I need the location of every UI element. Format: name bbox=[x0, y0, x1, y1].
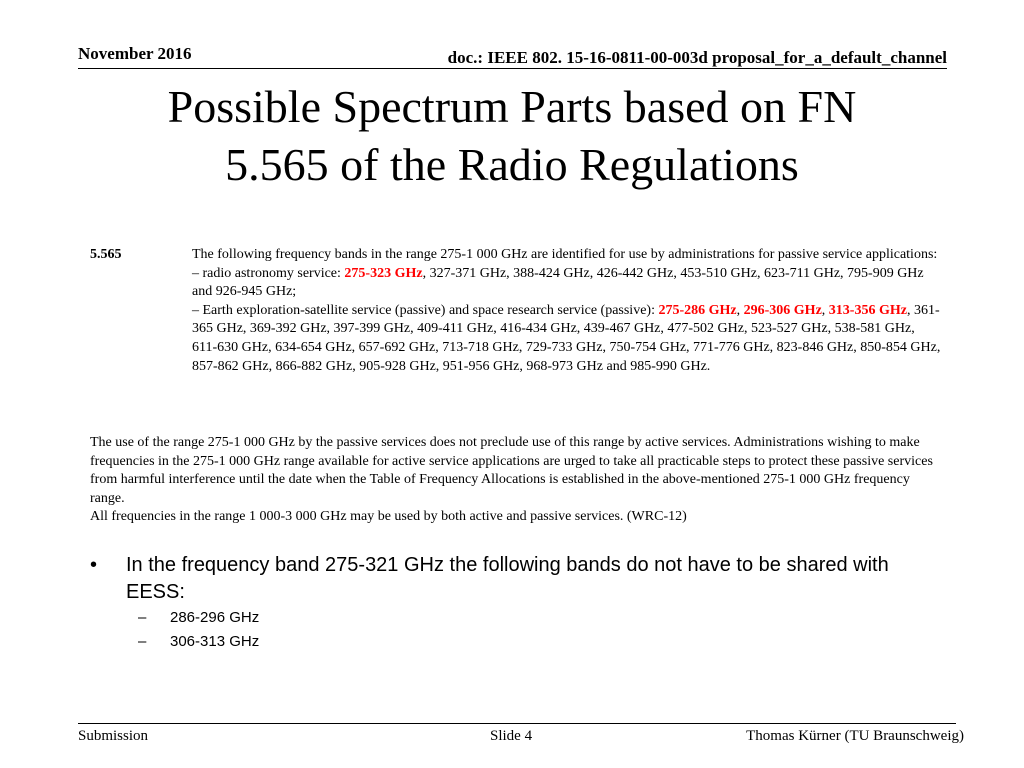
ra-prefix: – radio astronomy service: bbox=[192, 265, 345, 281]
bullet-item bbox=[90, 552, 940, 606]
ees-prefix: – Earth exploration-satellite service (passive) and space research service (passive): bbox=[192, 302, 659, 318]
sub-bullet-text: 286-296 GHz bbox=[170, 609, 260, 626]
slide-title-line-2: 5.565 of the Radio Regulations bbox=[225, 139, 799, 190]
bullet-icon: • bbox=[90, 554, 98, 576]
footnote-intro: The following frequency bands in the range 275-1 000 GHz are identified for use by administrations for passive service applications: bbox=[192, 247, 938, 262]
dash-icon: – bbox=[138, 609, 147, 626]
ra-highlight: 275-323 GHz bbox=[344, 265, 423, 281]
usage-last-line: All frequencies in the range 1 000-3 000 GHz may be used by both active and passive services. (WRC-12) bbox=[90, 509, 687, 525]
footnote-body bbox=[192, 246, 942, 376]
footnote-earth-exploration bbox=[192, 302, 942, 376]
footnote-radio-astronomy bbox=[192, 265, 942, 302]
sub-bullet-item bbox=[90, 606, 940, 630]
dash-icon: – bbox=[138, 633, 147, 650]
bullet-list bbox=[90, 552, 940, 654]
header-doc-id: doc.: IEEE 802. 15-16-0811-00-003d proposal_for_a_default_channel bbox=[447, 48, 947, 67]
sub-bullet-text: 306-313 GHz bbox=[170, 633, 260, 650]
sub-bullet-item bbox=[90, 630, 940, 654]
footer-author: Thomas Kürner (TU Braunschweig) bbox=[746, 728, 964, 744]
footer-divider bbox=[78, 723, 956, 724]
ees-highlight-3: 313-356 GHz bbox=[828, 302, 907, 318]
header-divider bbox=[78, 68, 947, 69]
slide-title bbox=[60, 78, 964, 194]
ees-sep-1: , bbox=[736, 302, 744, 318]
footer-slide-number: Slide 4 bbox=[490, 728, 533, 744]
footnote-block bbox=[90, 246, 942, 376]
footer-submission: Submission bbox=[78, 728, 149, 744]
ra-rest: , 327-371 GHz, 388-424 GHz, 426-442 GHz, 453-510 GHz, 623-711 GHz, 795-909 GHz and 926-945 GHz; bbox=[192, 265, 924, 300]
usage-paragraph bbox=[90, 434, 940, 527]
footnote-number: 5.565 bbox=[90, 247, 122, 262]
slide-title-line-1: Possible Spectrum Parts based on FN bbox=[167, 81, 857, 132]
ees-highlight-1: 275-286 GHz bbox=[658, 302, 737, 318]
ees-rest: , 361-365 GHz, 369-392 GHz, 397-399 GHz, 409-411 GHz, 416-434 GHz, 439-467 GHz, 477-502 GHz, 523-527 GHz, 538-581 GHz, 611-630 GHz, 634-654 GHz, 657-692 GHz, 713-718 GHz, 729-733 GHz, 750-754 GHz, 771-776 GHz, 823-846 GHz, 850-854 GHz, 857-862 GHz, 866-882 GHz, 905-928 GHz, 951-956 GHz, 968-973 GHz and 985-990 GHz. bbox=[192, 302, 941, 374]
usage-text: The use of the range 275-1 000 GHz by the passive services does not preclude use of this range by active services. Administrations wishing to make frequencies in the 275-1 000 GHz range available for active service applications are urged to take all practicable steps to protect these passive services from harmful interference until the date when the Table of Frequency Allocations is established in the above-mentioned 275-1 000 GHz frequency range. bbox=[90, 435, 933, 506]
header-date: November 2016 bbox=[78, 44, 192, 63]
ees-highlight-2: 296-306 GHz bbox=[743, 302, 822, 318]
ees-sep-2: , bbox=[821, 302, 829, 318]
bullet-text: In the frequency band 275-321 GHz the following bands do not have to be shared with EESS: bbox=[126, 554, 889, 603]
